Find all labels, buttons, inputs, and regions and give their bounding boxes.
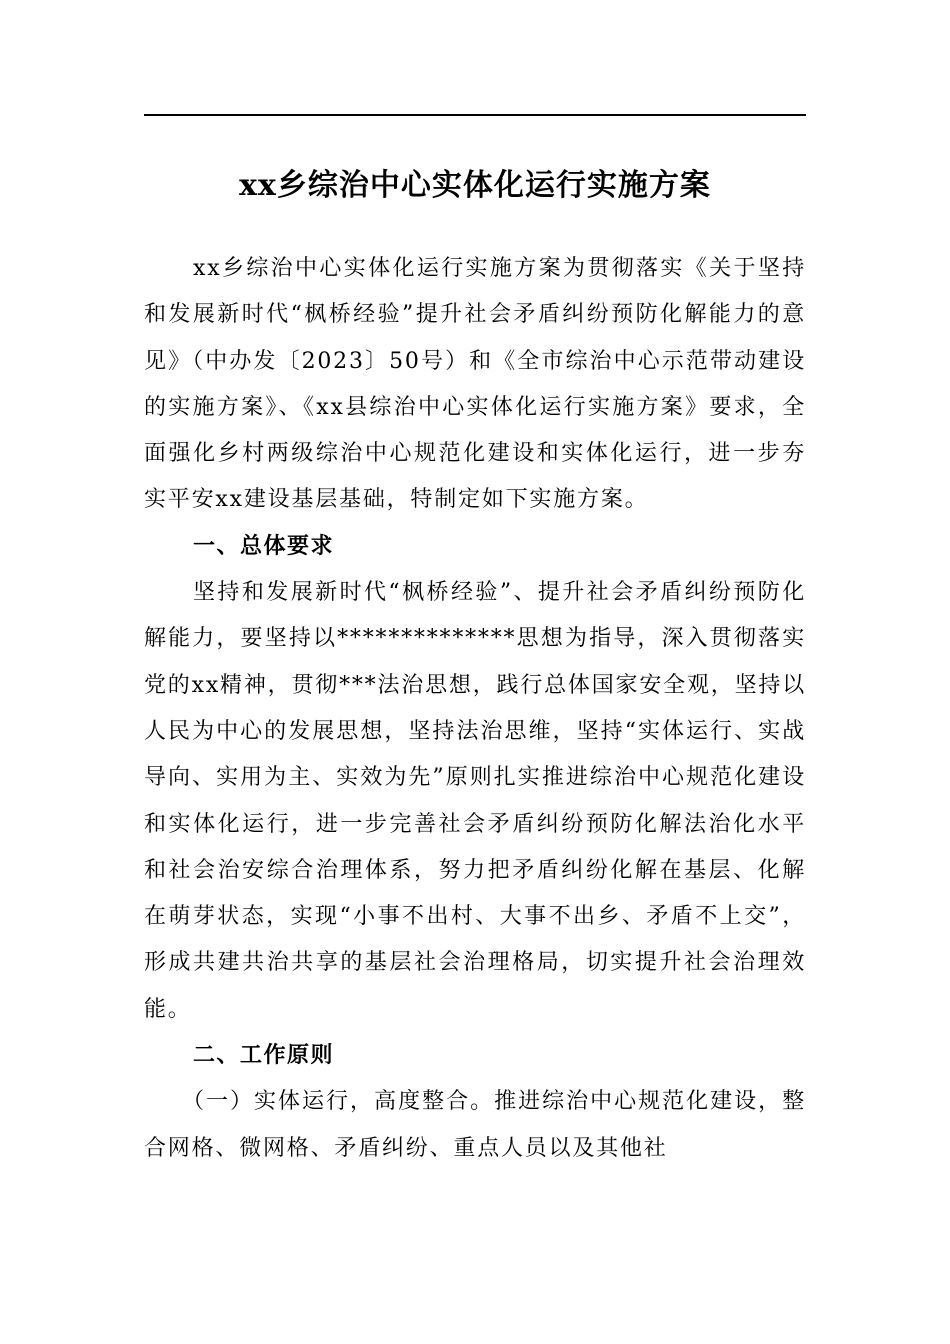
section-heading-general-requirements: 一、总体要求 <box>193 533 335 559</box>
section-paragraph-general-requirements: 坚持和发展新时代“枫桥经验”、提升社会矛盾纠纷预防化解能力，要坚持以**************思想为指导，深入贯彻落实党的xx精神，贯彻***法治思想，践行总体国家安全观，坚持以人民为中心的发展思想，坚持法治思维，坚持“实体运行、实战导向、实用为主、实效为先”原则扎实推进综治中心规范化建设和实体化运行，进一步完善社会矛盾纠纷预防化解法治化水平和社会治安综合治理体系，努力把矛盾纠纷化解在基层、化解在萌芽状态，实现“小事不出村、大事不出乡、矛盾不上交”，形成共建共治共享的基层社会治理格局，切实提升社会治理效能。 <box>144 580 806 1022</box>
section-paragraph-work-principles: （一）实体运行，高度整合。推进综治中心规范化建设，整合网格、微网格、矛盾纠纷、重点人员以及其他社 <box>144 1089 806 1161</box>
section-heading-work-principles: 二、工作原则 <box>193 1043 335 1069</box>
intro-paragraph: xx乡综治中心实体化运行实施方案为贯彻落实《关于坚持和发展新时代“枫桥经验”提升社会矛盾纠纷预防化解能力的意见》（中办发〔2023〕50号）和《全市综治中心示范带动建设的实施方案》、《xx县综治中心实体化运行实施方案》要求，全面强化乡村两级综治中心规范化建设和实体化运行，进一步夯实平安xx建设基层基础，特制定如下实施方案。 <box>144 256 806 513</box>
document-body <box>144 246 806 1172</box>
document-title: xx乡综治中心实体化运行实施方案 <box>239 168 711 203</box>
header-rule <box>144 114 806 116</box>
